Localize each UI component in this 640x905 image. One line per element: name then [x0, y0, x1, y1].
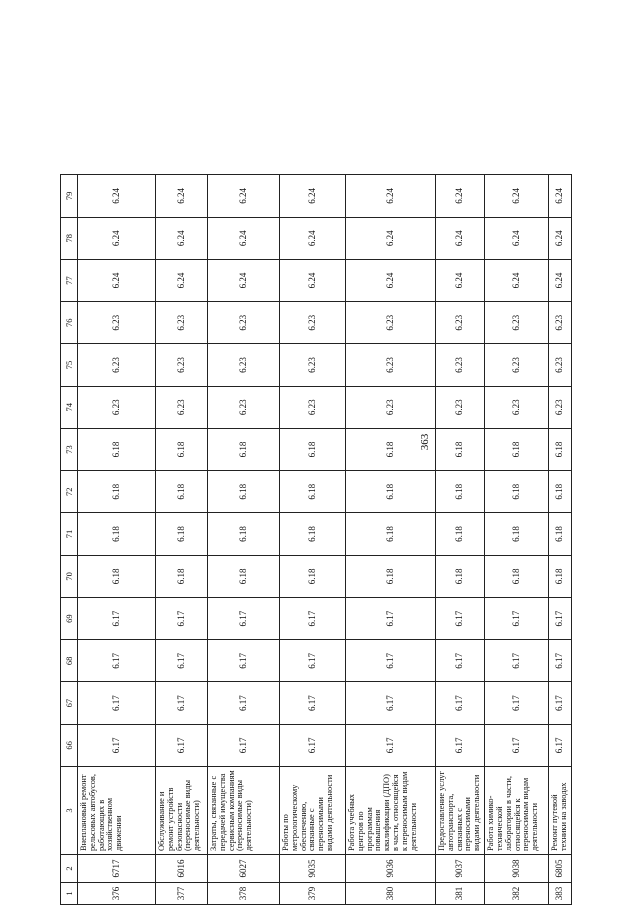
value-cell: 6.24	[208, 217, 280, 259]
value-cell: 6.24	[78, 217, 156, 259]
value-cell: 6.24	[208, 175, 280, 217]
header-cell: 74	[61, 386, 78, 428]
value-cell: 6.24	[156, 175, 208, 217]
name-cell: Работа учебных центров по программам повышения квалификации (ДПО) в части, относящейся к переносимым видам деятельности	[346, 767, 436, 855]
row-number-cell: 376	[78, 883, 156, 905]
value-cell: 6.17	[346, 597, 436, 639]
table-row	[436, 175, 485, 905]
value-cell: 6.23	[78, 302, 156, 344]
value-cell: 6.18	[78, 555, 156, 597]
header-cell: 70	[61, 555, 78, 597]
value-cell: 6.18	[78, 513, 156, 555]
row-number-cell: 383	[549, 883, 572, 905]
header-cell: 71	[61, 513, 78, 555]
value-cell: 6.24	[485, 217, 549, 259]
name-cell: Работы по метрологическому обеспечению, связанные с переносимыми видами деятельности	[280, 767, 346, 855]
table-row	[156, 175, 208, 905]
header-cell: 67	[61, 682, 78, 724]
value-cell: 6.17	[436, 724, 485, 766]
value-cell: 6.18	[436, 428, 485, 470]
code-cell: 9036	[346, 855, 436, 883]
value-cell: 6.23	[78, 386, 156, 428]
value-cell: 6.17	[280, 682, 346, 724]
header-cell: 76	[61, 302, 78, 344]
value-cell: 6.17	[485, 640, 549, 682]
value-cell: 6.23	[78, 344, 156, 386]
value-cell: 6.23	[346, 302, 436, 344]
value-cell: 6.17	[156, 724, 208, 766]
value-cell: 6.24	[346, 175, 436, 217]
code-cell: 6016	[156, 855, 208, 883]
value-cell: 6.18	[208, 513, 280, 555]
value-cell: 6.17	[436, 682, 485, 724]
value-cell: 6.24	[485, 259, 549, 301]
value-cell: 6.23	[208, 344, 280, 386]
rotated-table-wrapper	[60, 175, 568, 905]
header-cell: 1	[61, 883, 78, 905]
value-cell: 6.23	[485, 386, 549, 428]
header-cell: 78	[61, 217, 78, 259]
value-cell: 6.23	[208, 302, 280, 344]
header-cell: 79	[61, 175, 78, 217]
value-cell: 6.17	[78, 724, 156, 766]
value-cell: 6.24	[436, 259, 485, 301]
value-cell: 6.17	[208, 597, 280, 639]
page-number: 363	[419, 433, 431, 451]
value-cell: 6.23	[156, 344, 208, 386]
value-cell: 6.23	[280, 344, 346, 386]
value-cell: 6.18	[156, 428, 208, 470]
value-cell: 6.17	[280, 724, 346, 766]
code-cell: 9037	[436, 855, 485, 883]
value-cell: 6.24	[156, 259, 208, 301]
value-cell: 6.18	[549, 555, 572, 597]
header-row	[61, 175, 78, 905]
value-cell: 6.17	[208, 724, 280, 766]
table-row	[208, 175, 280, 905]
value-cell: 6.18	[280, 428, 346, 470]
value-cell: 6.23	[156, 386, 208, 428]
value-cell: 6.24	[436, 175, 485, 217]
value-cell: 6.24	[78, 259, 156, 301]
value-cell: 6.24	[280, 217, 346, 259]
value-cell: 6.18	[208, 555, 280, 597]
table-row	[485, 175, 549, 905]
value-cell: 6.17	[549, 724, 572, 766]
row-number-cell: 378	[208, 883, 280, 905]
value-cell: 6.18	[549, 513, 572, 555]
table-body	[61, 175, 572, 905]
value-cell: 6.17	[485, 597, 549, 639]
value-cell: 6.18	[346, 555, 436, 597]
value-cell: 6.17	[78, 682, 156, 724]
row-number-cell: 381	[436, 883, 485, 905]
value-cell: 6.23	[436, 344, 485, 386]
value-cell: 6.17	[346, 724, 436, 766]
value-cell: 6.23	[549, 386, 572, 428]
value-cell: 6.18	[346, 471, 436, 513]
value-cell: 6.18	[208, 428, 280, 470]
value-cell: 6.17	[436, 597, 485, 639]
value-cell: 6.18	[208, 471, 280, 513]
data-table	[60, 174, 572, 905]
name-cell: Затраты, связанные с передачей имущества сервисным компаниям (переносимые виды деятельности)	[208, 767, 280, 855]
value-cell: 6.24	[346, 217, 436, 259]
value-cell: 6.17	[436, 640, 485, 682]
value-cell: 6.18	[280, 555, 346, 597]
value-cell: 6.24	[549, 175, 572, 217]
header-cell: 66	[61, 724, 78, 766]
value-cell: 6.18	[549, 471, 572, 513]
value-cell: 6.18	[280, 471, 346, 513]
value-cell: 6.24	[436, 217, 485, 259]
table-row	[280, 175, 346, 905]
value-cell: 6.17	[156, 682, 208, 724]
value-cell: 6.17	[346, 640, 436, 682]
name-cell: Ремонт путевой техники на заводах	[549, 767, 572, 855]
value-cell: 6.23	[346, 344, 436, 386]
code-cell: 6805	[549, 855, 572, 883]
name-cell: Работа химико-технической лаборатории в части, относящейся к переносимым видам деятельности	[485, 767, 549, 855]
header-cell: 2	[61, 855, 78, 883]
value-cell: 6.17	[156, 597, 208, 639]
value-cell: 6.18	[436, 555, 485, 597]
value-cell: 6.18	[156, 555, 208, 597]
code-cell: 9035	[280, 855, 346, 883]
value-cell: 6.18	[156, 471, 208, 513]
value-cell: 6.17	[78, 597, 156, 639]
value-cell: 6.24	[280, 175, 346, 217]
value-cell: 6.23	[346, 386, 436, 428]
value-cell: 6.17	[208, 640, 280, 682]
header-cell: 72	[61, 471, 78, 513]
table-row	[549, 175, 572, 905]
value-cell: 6.18	[485, 471, 549, 513]
value-cell: 6.18	[346, 513, 436, 555]
value-cell: 6.18	[549, 428, 572, 470]
value-cell: 6.18	[485, 428, 549, 470]
value-cell: 6.17	[280, 640, 346, 682]
value-cell: 6.17	[549, 640, 572, 682]
value-cell: 6.17	[78, 640, 156, 682]
value-cell: 6.17	[549, 682, 572, 724]
table-row	[346, 175, 436, 905]
row-number-cell: 377	[156, 883, 208, 905]
value-cell: 6.24	[156, 217, 208, 259]
value-cell: 6.18	[346, 428, 436, 470]
value-cell: 6.24	[346, 259, 436, 301]
header-cell: 3	[61, 767, 78, 855]
value-cell: 6.18	[485, 513, 549, 555]
value-cell: 6.17	[156, 640, 208, 682]
value-cell: 6.24	[78, 175, 156, 217]
value-cell: 6.23	[280, 302, 346, 344]
value-cell: 6.18	[156, 513, 208, 555]
value-cell: 6.23	[549, 344, 572, 386]
header-cell: 69	[61, 597, 78, 639]
table-row	[78, 175, 156, 905]
value-cell: 6.17	[280, 597, 346, 639]
name-cell: Внеплановый ремонт рельсовых автобусов, работающих в хозяйственном движении	[78, 767, 156, 855]
value-cell: 6.17	[549, 597, 572, 639]
header-cell: 77	[61, 259, 78, 301]
value-cell: 6.24	[280, 259, 346, 301]
header-cell: 75	[61, 344, 78, 386]
value-cell: 6.23	[485, 344, 549, 386]
code-cell: 6717	[78, 855, 156, 883]
code-cell: 6027	[208, 855, 280, 883]
value-cell: 6.18	[436, 513, 485, 555]
value-cell: 6.23	[436, 386, 485, 428]
row-number-cell: 382	[485, 883, 549, 905]
value-cell: 6.24	[549, 259, 572, 301]
value-cell: 6.17	[208, 682, 280, 724]
header-cell: 73	[61, 428, 78, 470]
value-cell: 6.24	[549, 217, 572, 259]
value-cell: 6.17	[485, 682, 549, 724]
value-cell: 6.18	[78, 428, 156, 470]
value-cell: 6.17	[346, 682, 436, 724]
value-cell: 6.23	[280, 386, 346, 428]
value-cell: 6.24	[208, 259, 280, 301]
row-number-cell: 380	[346, 883, 436, 905]
value-cell: 6.23	[485, 302, 549, 344]
value-cell: 6.23	[549, 302, 572, 344]
value-cell: 6.18	[485, 555, 549, 597]
code-cell: 9038	[485, 855, 549, 883]
name-cell: Обслуживание и ремонт устройств безопасности (переносимые виды деятельности)	[156, 767, 208, 855]
value-cell: 6.17	[485, 724, 549, 766]
value-cell: 6.23	[208, 386, 280, 428]
value-cell: 6.18	[280, 513, 346, 555]
row-number-cell: 379	[280, 883, 346, 905]
value-cell: 6.24	[485, 175, 549, 217]
value-cell: 6.23	[156, 302, 208, 344]
value-cell: 6.18	[78, 471, 156, 513]
name-cell: Предоставление услуг автотранспорта, связанных с переносимыми видами деятельности	[436, 767, 485, 855]
value-cell: 6.18	[436, 471, 485, 513]
header-cell: 68	[61, 640, 78, 682]
value-cell: 6.23	[436, 302, 485, 344]
